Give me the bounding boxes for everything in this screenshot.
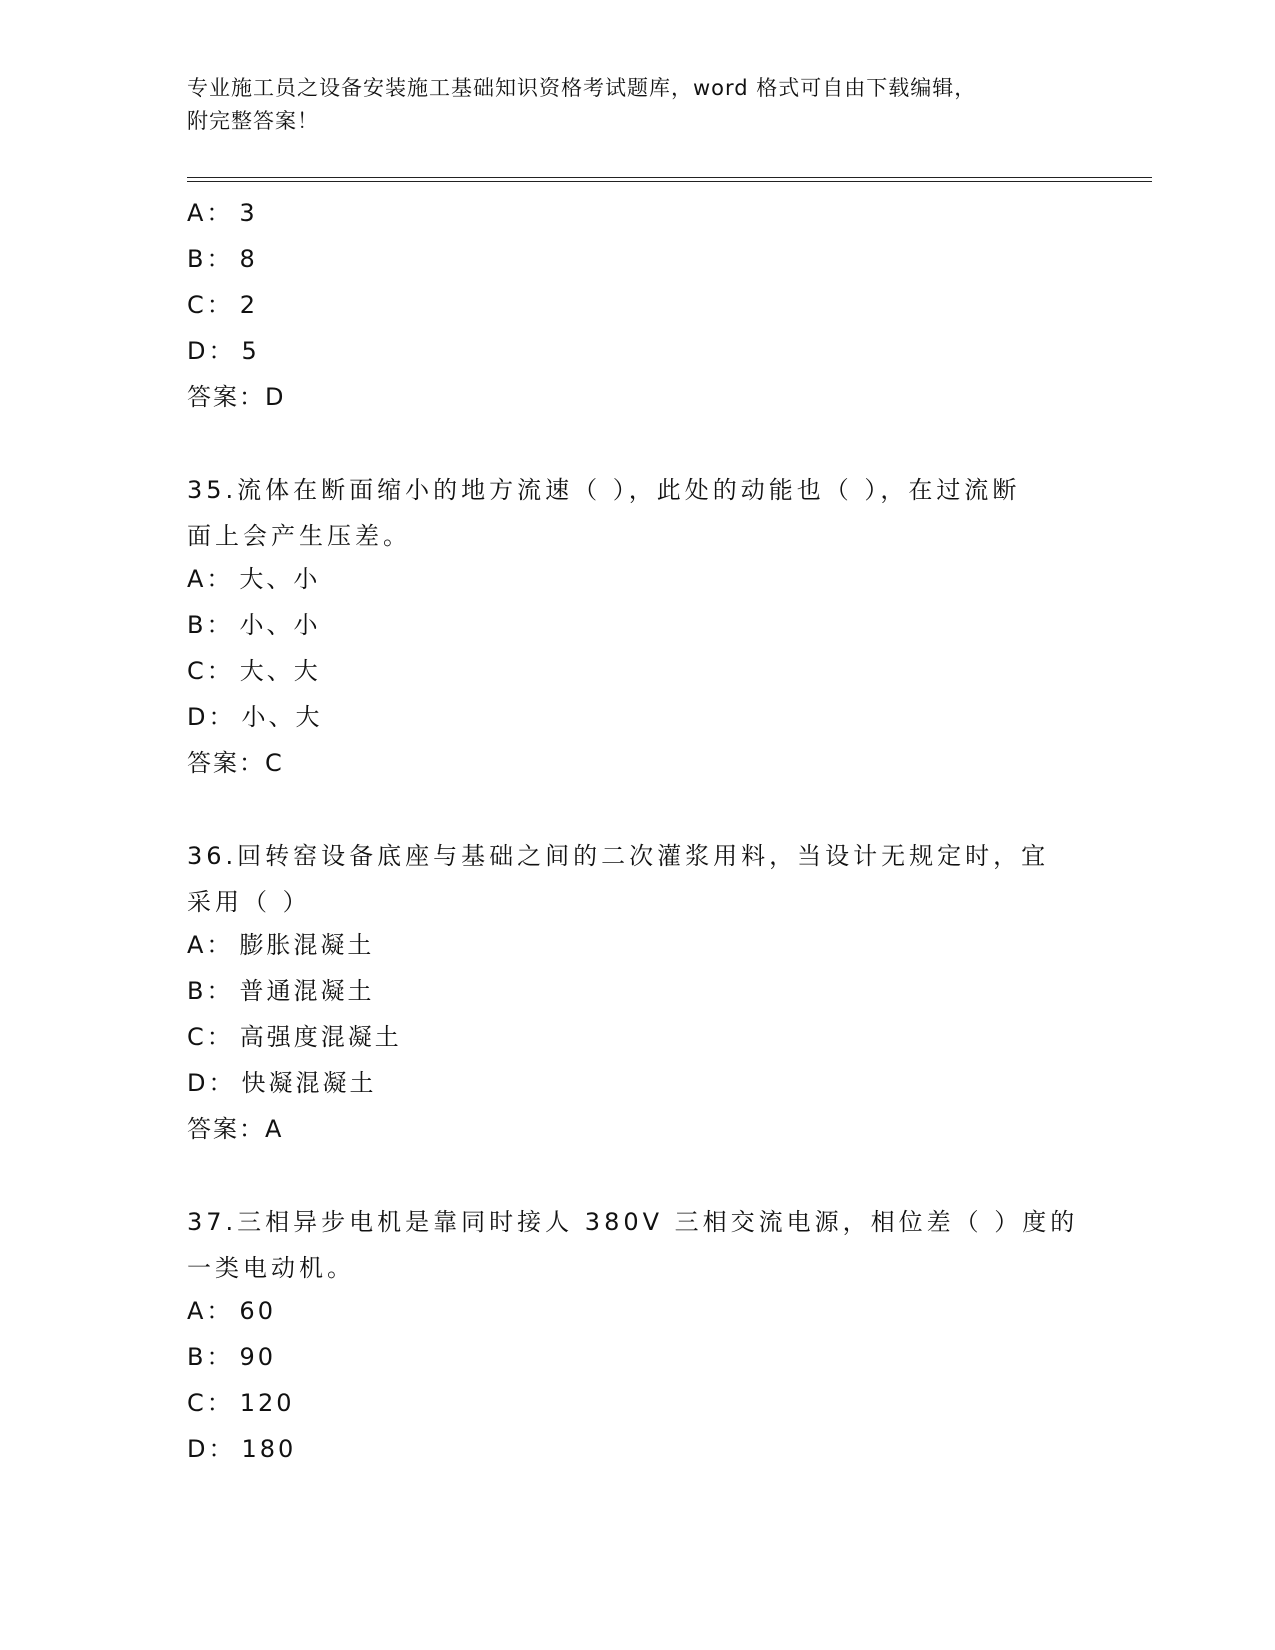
- answer-line: 答案：D: [187, 383, 286, 411]
- option-value: 180: [241, 1435, 297, 1463]
- option-a: [187, 559, 1087, 605]
- option-key: B：: [187, 611, 234, 639]
- option-value: 普通混凝土: [239, 977, 375, 1005]
- option-d: [187, 1429, 1087, 1475]
- option-key: C：: [187, 1389, 234, 1417]
- option-value: 3: [239, 199, 258, 227]
- question-text-line1: 36.回转窑设备底座与基础之间的二次灌浆用料，当设计无规定时，宜: [187, 842, 1050, 870]
- option-value: 120: [239, 1389, 295, 1417]
- option-d: [187, 1063, 1087, 1109]
- option-key: D：: [187, 337, 236, 365]
- option-c: [187, 1383, 1087, 1429]
- option-key: B：: [187, 245, 234, 273]
- option-key: C：: [187, 291, 234, 319]
- option-key: A：: [187, 199, 234, 227]
- option-value: 高强度混凝土: [239, 1023, 402, 1051]
- option-value: 大、大: [239, 657, 321, 685]
- option-b: [187, 971, 1087, 1017]
- header-rule-bottom: [187, 181, 1152, 182]
- question-text-line2: 采用（ ）: [187, 888, 311, 916]
- option-c: [187, 651, 1087, 697]
- spacer: [187, 789, 1087, 833]
- option-c: [187, 1017, 1087, 1063]
- option-b: [187, 605, 1087, 651]
- option-key: B：: [187, 1343, 234, 1371]
- option-value: 2: [239, 291, 259, 319]
- question-list: [187, 193, 1087, 1475]
- answer-line: 答案：A: [187, 1115, 284, 1143]
- option-a: [187, 925, 1087, 971]
- question-text-line1: 37.三相异步电机是靠同时接人 380V 三相交流电源，相位差（ ）度的: [187, 1208, 1079, 1236]
- option-c: [187, 285, 1087, 331]
- document-header: [187, 72, 1087, 138]
- spacer: [187, 1155, 1087, 1199]
- question-text: [187, 467, 1087, 559]
- option-key: D：: [187, 1435, 236, 1463]
- option-value: 小、小: [239, 611, 321, 639]
- option-value: 60: [239, 1297, 276, 1325]
- option-d: [187, 697, 1087, 743]
- option-a: [187, 1291, 1087, 1337]
- option-key: C：: [187, 1023, 234, 1051]
- question-text: [187, 833, 1087, 925]
- spacer: [187, 423, 1087, 467]
- option-key: C：: [187, 657, 234, 685]
- option-value: 小、大: [241, 703, 323, 731]
- option-a: [187, 193, 1087, 239]
- option-key: B：: [187, 977, 234, 1005]
- answer-line: 答案：C: [187, 749, 284, 777]
- header-rule-top: [187, 177, 1152, 178]
- option-value: 90: [239, 1343, 277, 1371]
- option-value: 大、小: [239, 565, 321, 593]
- option-key: A：: [187, 1297, 234, 1325]
- question-36: [187, 833, 1087, 1155]
- header-title-line2: 附完整答案！: [187, 109, 319, 133]
- option-value: 5: [241, 337, 260, 365]
- question-37: [187, 1199, 1087, 1475]
- question-35: [187, 467, 1087, 789]
- question-text-line2: 一类电动机。: [187, 1254, 355, 1282]
- option-key: D：: [187, 1069, 236, 1097]
- option-value: 8: [239, 245, 258, 273]
- option-value: 快凝混凝土: [241, 1069, 377, 1097]
- option-d: [187, 331, 1087, 377]
- option-value: 膨胀混凝土: [239, 931, 375, 959]
- option-key: A：: [187, 931, 234, 959]
- option-b: [187, 239, 1087, 285]
- question-text-line2: 面上会产生压差。: [187, 522, 411, 550]
- question-34-continued: [187, 193, 1087, 423]
- header-title-line1: 专业施工员之设备安装施工基础知识资格考试题库，word 格式可自由下载编辑，: [187, 76, 977, 100]
- question-text-line1: 35.流体在断面缩小的地方流速（ ），此处的动能也（ ），在过流断: [187, 476, 1021, 504]
- option-key: A：: [187, 565, 234, 593]
- option-b: [187, 1337, 1087, 1383]
- question-text: [187, 1199, 1087, 1291]
- option-key: D：: [187, 703, 236, 731]
